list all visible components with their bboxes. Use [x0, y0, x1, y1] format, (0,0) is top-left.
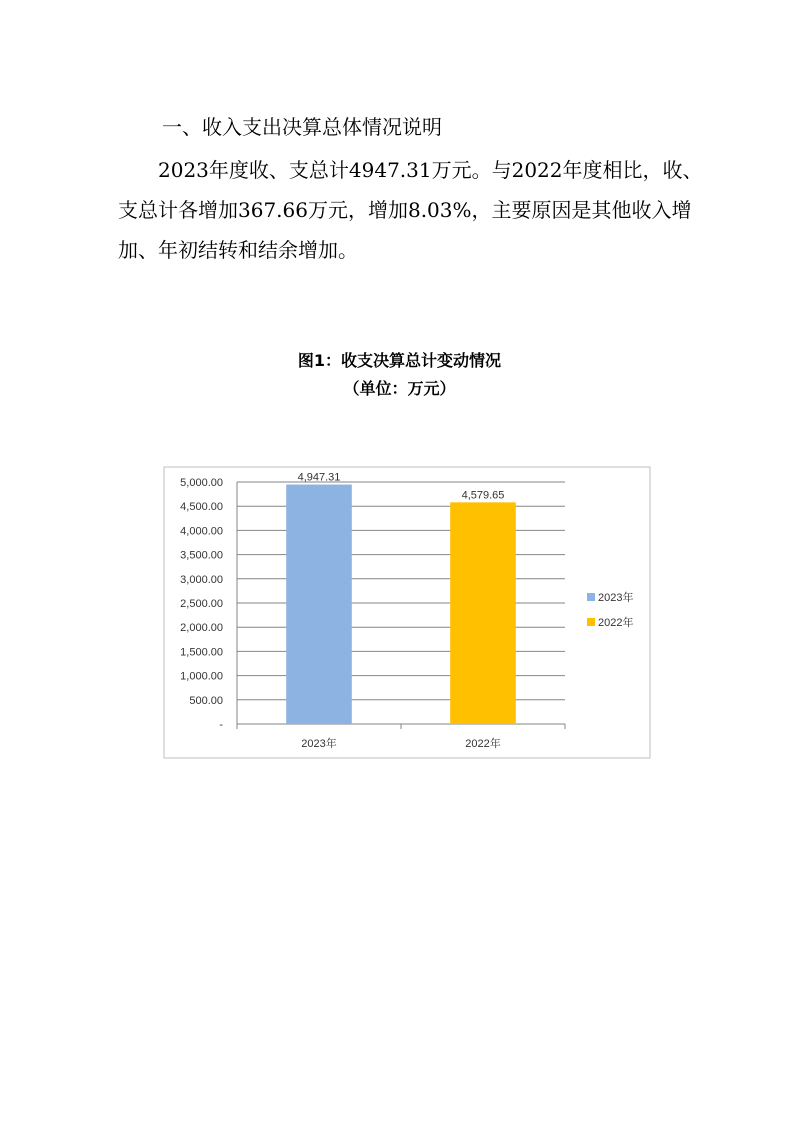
y-tick-label: 4,000.00	[180, 525, 223, 538]
legend-label: 2022年	[598, 617, 634, 629]
x-tick-label: 2022年	[465, 738, 501, 750]
y-tick-label: 1,500.00	[180, 646, 223, 659]
legend-swatch	[587, 618, 595, 626]
y-tick-label: 500.00	[189, 694, 223, 707]
y-tick-label: 4,500.00	[180, 501, 223, 514]
y-tick-label: -	[219, 719, 223, 731]
bar	[450, 502, 516, 724]
y-tick-label: 2,500.00	[180, 598, 223, 610]
section-heading: 一、收入支出决算总体情况说明	[162, 115, 442, 139]
y-tick-label: 5,000.00	[180, 477, 223, 489]
y-tick-label: 1,000.00	[180, 670, 223, 683]
chart-title: 图1：收支决算总计变动情况	[297, 351, 502, 370]
y-tick-label: 2,000.00	[180, 622, 223, 635]
legend-label: 2023年	[598, 592, 634, 604]
summary-paragraph: 2023年度收、支总计4947.31万元。与2022年度相比，收、支总计各增加367.66万元，增加8.03%，主要原因是其他收入增加、年初结转和结余增加。	[118, 158, 703, 262]
bar	[286, 485, 352, 724]
y-tick-label: 3,500.00	[180, 549, 223, 562]
data-label: 4,579.65	[461, 489, 505, 502]
x-tick-label: 2023年	[301, 738, 337, 750]
y-tick-label: 3,000.00	[180, 573, 223, 586]
chart-subtitle: （单位：万元）	[343, 379, 456, 398]
legend-swatch	[587, 593, 595, 601]
data-label: 4,947.31	[297, 471, 341, 484]
